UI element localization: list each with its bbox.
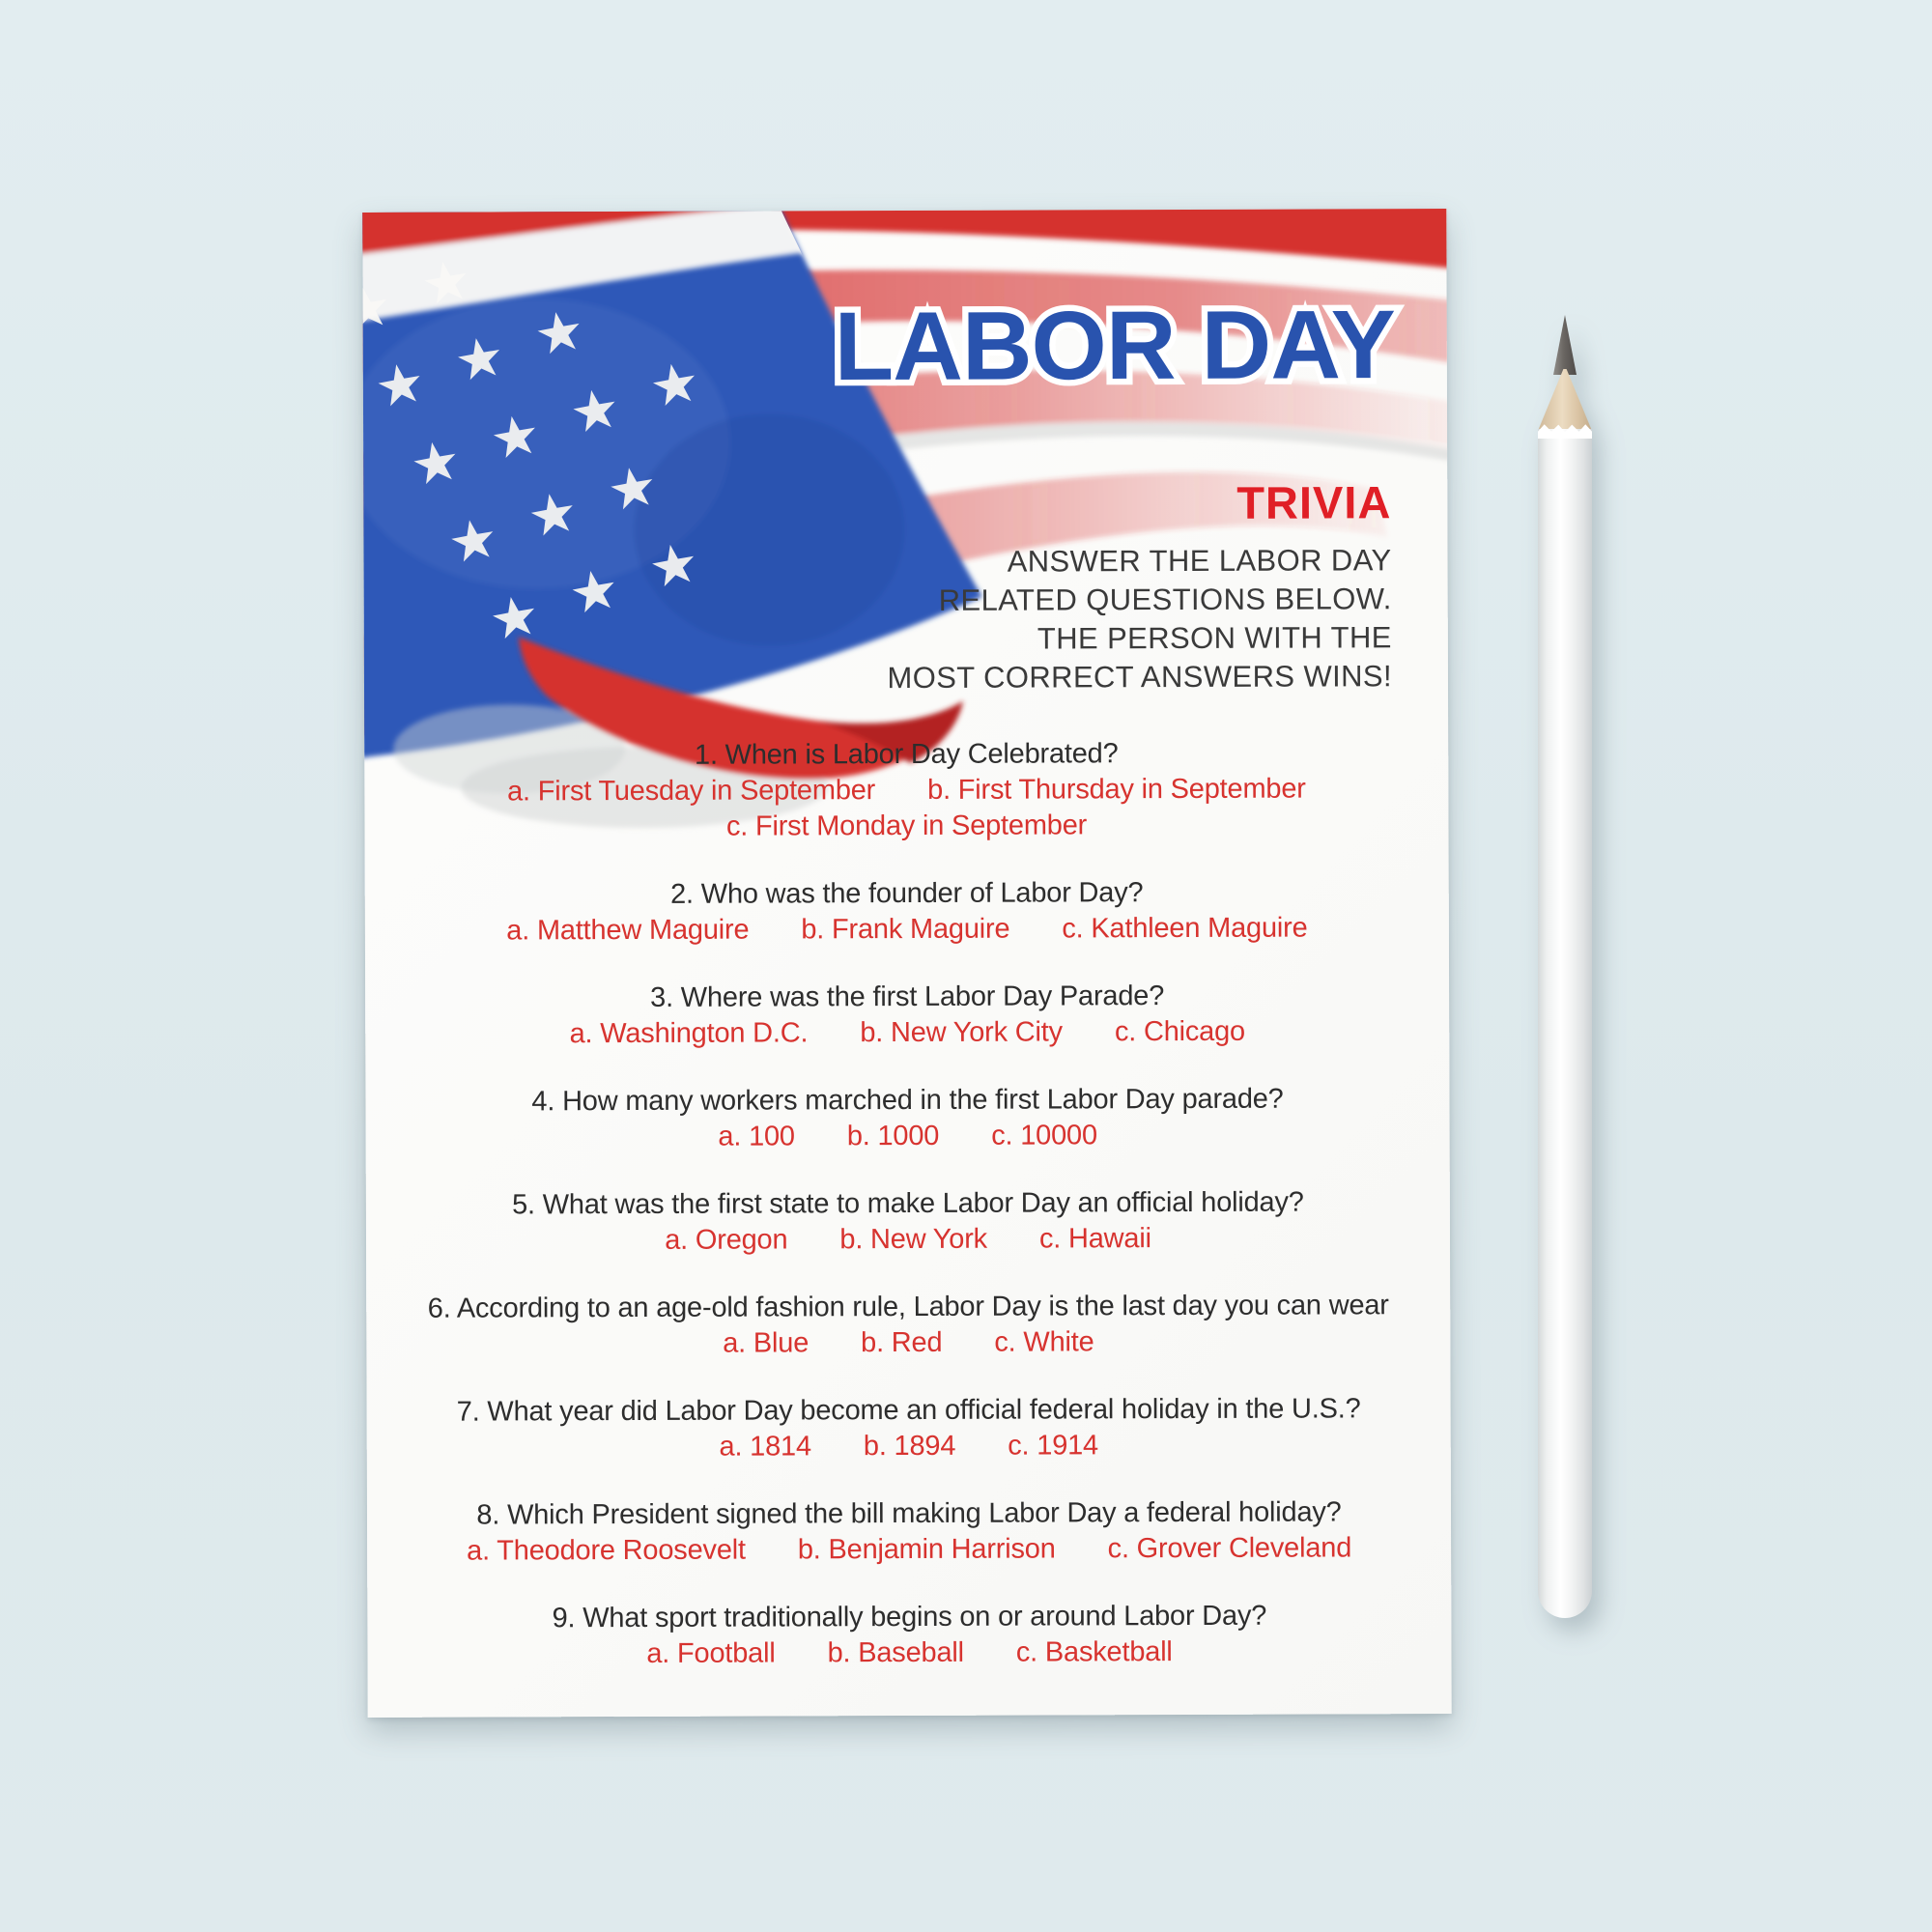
question-text: 5. What was the first state to make Labor Day an official holiday? [511, 1186, 1304, 1221]
answer-option: b. New York [839, 1223, 987, 1256]
question-text: 4. How many workers marched in the first Labor Day parade? [531, 1083, 1284, 1118]
question-text: 6. According to an age-old fashion rule, Labor Day is the last day you can wear [427, 1290, 1389, 1324]
pencil [1538, 315, 1592, 1618]
question-block [398, 735, 1414, 846]
pencil-wood-cone [1538, 369, 1592, 431]
question-text: 8. Which President signed the bill making Labor Day a federal holiday? [476, 1496, 1342, 1531]
question-options [400, 1323, 1416, 1363]
question-block [401, 1598, 1417, 1673]
trivia-subtitle: TRIVIA [1236, 476, 1392, 528]
instructions-line: ANSWER THE LABOR DAY [1007, 543, 1392, 579]
question-block [399, 874, 1415, 950]
question-block [399, 1081, 1415, 1156]
answer-option: a. First Tuesday in September [507, 775, 876, 808]
answer-option: b. Benjamin Harrison [797, 1533, 1056, 1566]
answer-option: b. First Thursday in September [927, 773, 1306, 806]
instructions-line: MOST CORRECT ANSWERS WINS! [887, 659, 1393, 696]
answer-option: c. 10000 [991, 1120, 1097, 1151]
answer-option: c. Chicago [1114, 1015, 1245, 1048]
answer-option: a. Washington D.C. [569, 1017, 809, 1050]
answer-option: a. 1814 [719, 1431, 811, 1463]
question-text: 7. What year did Labor Day become an official federal holiday in the U.S.? [456, 1393, 1361, 1428]
question-block [401, 1391, 1417, 1466]
instructions [887, 541, 1392, 697]
question-block [401, 1494, 1417, 1570]
page-title [825, 274, 1405, 412]
trivia-card [362, 209, 1451, 1718]
answer-option: a. Blue [723, 1327, 810, 1359]
question-options [401, 1530, 1417, 1570]
question-options [401, 1427, 1417, 1466]
question-block [400, 1184, 1416, 1260]
question-block [399, 978, 1415, 1053]
instructions-line: THE PERSON WITH THE [1037, 620, 1392, 656]
question-text: 9. What sport traditionally begins on or around Labor Day? [552, 1600, 1267, 1634]
answer-option: c. 1914 [1008, 1430, 1099, 1462]
answer-option: c. Kathleen Maguire [1062, 912, 1308, 945]
answer-option: a. Oregon [665, 1224, 788, 1256]
question-options [399, 1013, 1415, 1053]
answer-option: a. 100 [718, 1121, 795, 1152]
labor-day-title-text: LABOR DAY [834, 291, 1396, 402]
answer-option: b. 1894 [863, 1430, 956, 1463]
question-options [400, 1117, 1416, 1156]
question-options [398, 771, 1414, 846]
answer-option: b. Frank Maguire [801, 913, 1010, 946]
question-options [400, 1220, 1416, 1260]
pencil-graphite-tip [1553, 315, 1577, 375]
question-block [400, 1288, 1416, 1363]
pencil-body [1538, 429, 1592, 1618]
questions-list [398, 735, 1417, 1673]
answer-option: c. Hawaii [1038, 1223, 1151, 1255]
answer-option: c. First Monday in September [725, 810, 1088, 842]
answer-option: b. New York City [860, 1016, 1063, 1049]
answer-option: a. Football [646, 1637, 776, 1669]
answer-option: c. White [994, 1326, 1094, 1358]
question-text: 2. Who was the founder of Labor Day? [670, 877, 1144, 910]
question-text: 3. Where was the first Labor Day Parade? [650, 980, 1165, 1013]
answer-option: a. Matthew Maguire [506, 914, 750, 947]
answer-option: c. Basketball [1015, 1636, 1173, 1668]
answer-option: b. 1000 [846, 1120, 940, 1152]
question-options [399, 910, 1415, 950]
answer-option: c. Grover Cleveland [1107, 1532, 1352, 1565]
answer-option: b. Baseball [827, 1636, 964, 1669]
answer-option: a. Theodore Roosevelt [467, 1534, 746, 1567]
question-options [401, 1634, 1417, 1673]
answer-option: b. Red [861, 1326, 943, 1359]
question-text: 1. When is Labor Day Celebrated? [694, 738, 1119, 771]
instructions-line: RELATED QUESTIONS BELOW. [938, 582, 1392, 617]
